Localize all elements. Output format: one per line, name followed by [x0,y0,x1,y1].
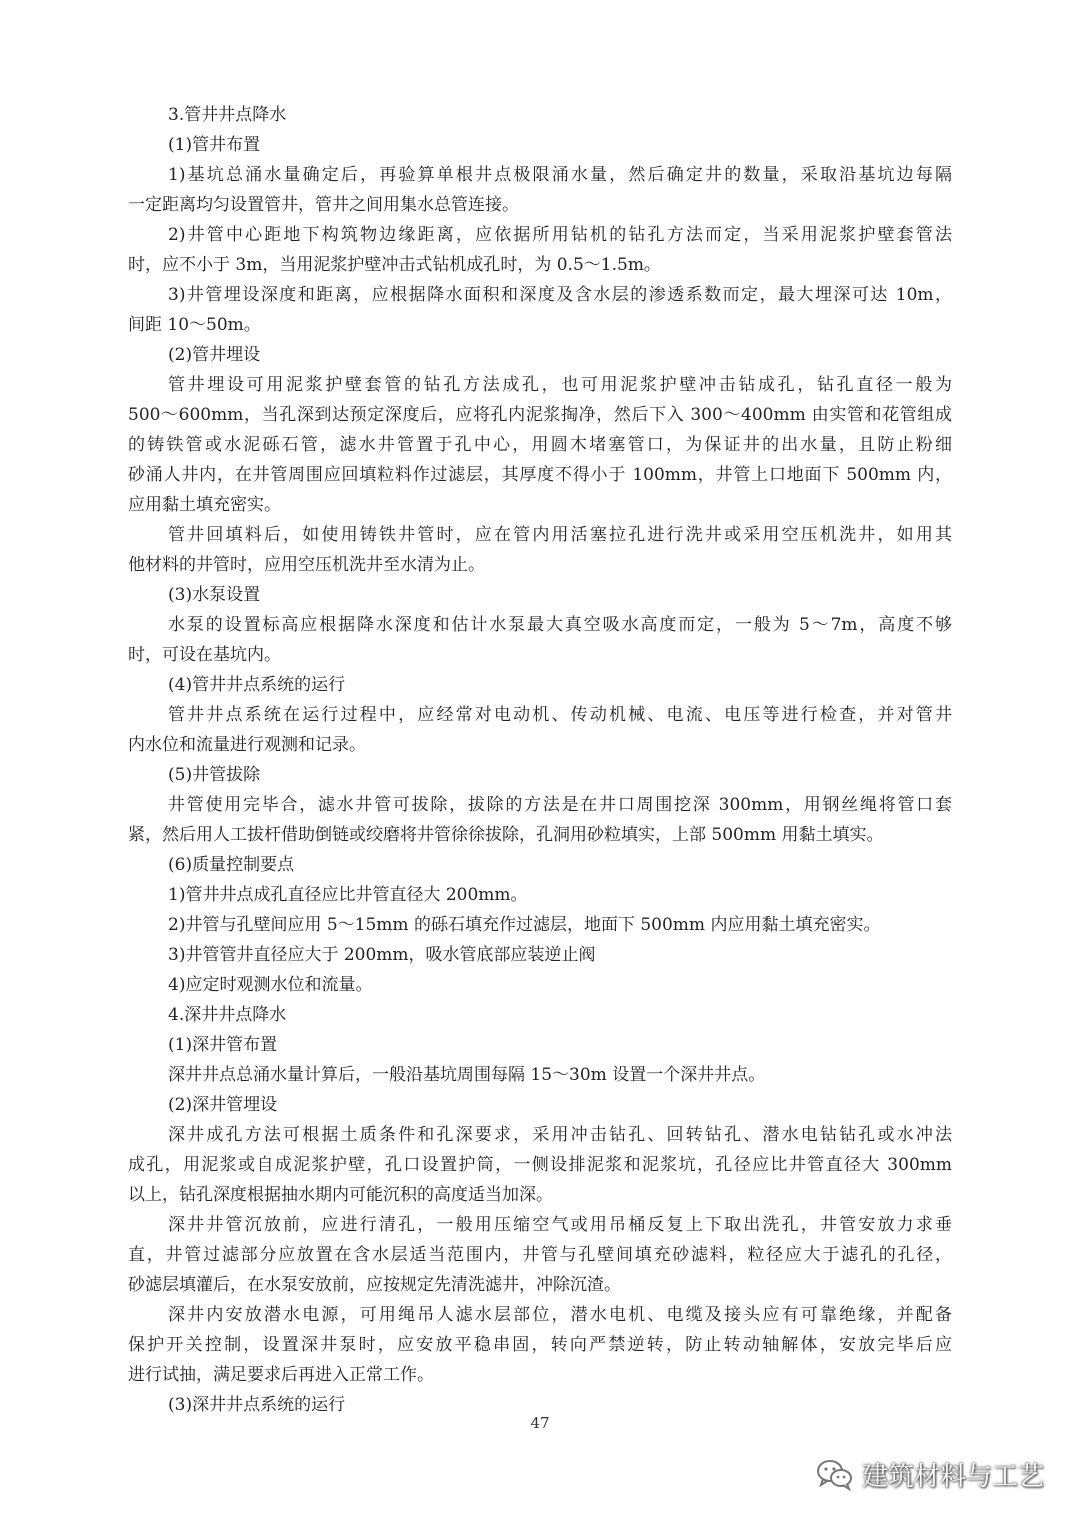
text-line: 时，应不小于 3m，当用泥浆护壁冲击式钻机成孔时，为 0.5～1.5m。 [128,255,661,275]
text-line: 2)井管中心距地下构筑物边缘距离，应依据所用钻机的钻孔方法而定，当采用泥浆护壁套管法 [168,225,952,245]
text-line: (2)深井管埋设 [168,1095,278,1115]
text-line: 砂涌人井内，在井管周围应回填粒料作过滤层，其厚度不得小于 100mm，井管上口地面下 500mm 内， [128,465,952,485]
text-line: 管井井点系统在运行过程中，应经常对电动机、传动机械、电流、电压等进行检查，并对管井 [168,705,952,725]
text-line: 井管使用完毕合，滤水井管可拔除，拔除的方法是在井口周围挖深 300mm，用钢丝绳将管口套 [168,795,952,815]
text-line: 3)井管管井直径应大于 200mm，吸水管底部应装逆止阀 [168,945,596,965]
text-line: (3)水泵设置 [168,585,261,605]
text-line: (2)管井埋设 [168,345,261,365]
text-line: 直，井管过滤部分应放置在含水层适当范围内，井管与孔壁间填充砂滤料，粒径应大于滤孔的孔径， [128,1245,952,1265]
text-line: (6)质量控制要点 [168,855,295,875]
watermark [816,1456,1044,1493]
text-line: 深井内安放潜水电源，可用绳吊人滤水层部位，潜水电机、电缆及接头应有可靠绝缘，并配备 [168,1305,952,1325]
text-line: (1)管井布置 [168,135,261,155]
text-line: (1)深井管布置 [168,1035,278,1055]
document-body [128,100,952,1420]
text-line: (4)管井井点系统的运行 [168,675,346,695]
text-line: 管井回填料后，如使用铸铁井管时，应在管内用活塞拉孔进行洗井或采用空压机洗井，如用其 [168,525,952,545]
text-line: 2)井管与孔壁间应用 5～15mm 的砾石填充作过滤层，地面下 500mm 内应用黏土填充密实。 [168,915,881,935]
text-line: (5)井管拔除 [168,765,261,785]
text-line: 深井井点总涌水量计算后，一般沿基坑周围每隔 15～30m 设置一个深井井点。 [168,1065,766,1085]
text-line: 应用黏土填充密实。 [128,495,281,515]
text-line: 深井井管沉放前，应进行清孔，一般用压缩空气或用吊桶反复上下取出洗孔，井管安放力求垂 [168,1215,952,1235]
text-line: 的铸铁管或水泥砾石管，滤水井管置于孔中心，用圆木堵塞管口，为保证井的出水量，且防止粉细 [128,435,952,455]
text-line: 4.深井井点降水 [168,1005,287,1025]
watermark-text: 建筑材料与工艺 [861,1462,1044,1492]
text-line: 1)基坑总涌水量确定后，再验算单根井点极限涌水量，然后确定井的数量，采取沿基坑边每隔 [168,165,952,185]
page-number: 47 [530,1414,550,1432]
text-line: 他材料的井管时，应用空压机洗井至水清为止。 [128,555,485,575]
text-line: 4)应定时观测水位和流量。 [168,975,373,995]
text-line: 以上，钻孔深度根据抽水期内可能沉积的高度适当加深。 [128,1185,553,1205]
text-line: 3.管井井点降水 [168,105,287,125]
text-line: 一定距离均匀设置管井，管井之间用集水总管连接。 [128,195,519,215]
text-line: 时，可设在基坑内。 [128,645,281,665]
text-line: 1)管井井点成孔直径应比井管直径大 200mm。 [168,885,528,905]
text-line: 500～600mm，当孔深到达预定深度后，应将孔内泥浆掏净，然后下入 300～400mm 由实管和花管组成 [128,405,952,425]
text-line: 3)井管埋设深度和距离，应根据降水面积和深度及含水层的渗透系数而定，最大埋深可达 10m， [168,285,952,305]
text-line: 深井成孔方法可根据土质条件和孔深要求，采用冲击钻孔、回转钻孔、潜水电钻钻孔或水冲法 [168,1125,952,1145]
text-line: 间距 10～50m。 [128,315,261,335]
text-line: 内水位和流量进行观测和记录。 [128,735,366,755]
text-line: 成孔，用泥浆或自成泥浆护壁，孔口设置护筒，一侧设排泥浆和泥浆坑，孔径应比井管直径大 300mm [128,1155,952,1175]
text-line: 管井埋设可用泥浆护壁套管的钻孔方法成孔，也可用泥浆护壁冲击钻成孔，钻孔直径一般为 [168,375,952,395]
text-line: 水泵的设置标高应根据降水深度和估计水泵最大真空吸水高度而定，一般为 5～7m，高度不够 [168,615,952,635]
wechat-icon [816,1459,854,1491]
text-line: 保护开关控制，设置深井泵时，应安放平稳串固，转向严禁逆转，防止转动轴解体，安放完毕后应 [128,1335,952,1355]
text-line: (3)深井井点系统的运行 [168,1395,346,1415]
text-line: 进行试抽，满足要求后再进入正常工作。 [128,1365,434,1385]
text-line: 砂滤层填灌后，在水泵安放前，应按规定先清洗滤井，冲除沉渣。 [128,1275,621,1295]
text-line: 紧，然后用人工拔杆借助倒链或绞磨将井管徐徐拔除，孔洞用砂粒填实，上部 500mm 用黏土填实。 [128,825,884,845]
